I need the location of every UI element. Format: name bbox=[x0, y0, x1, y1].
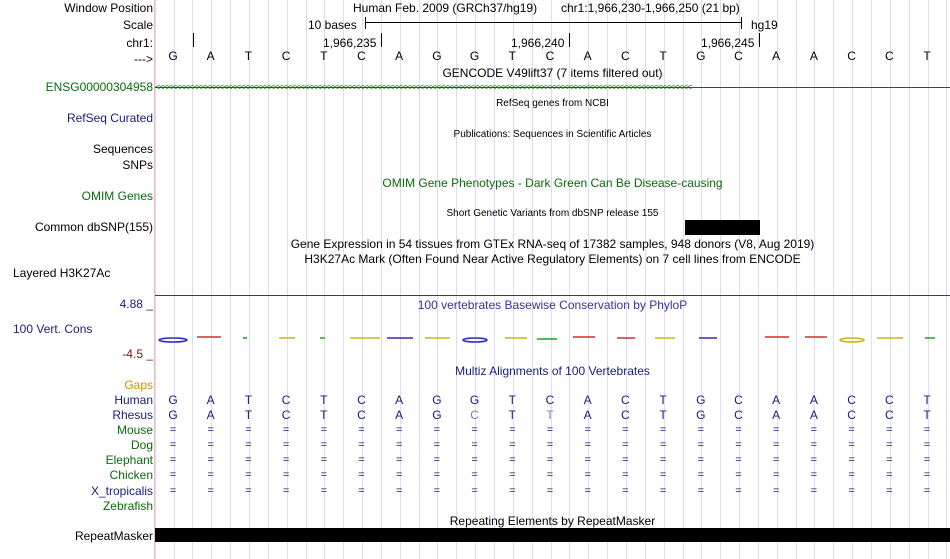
alignment-base-rhesus: A bbox=[583, 408, 592, 422]
alignment-base-chicken: = bbox=[395, 469, 403, 481]
alignment-base-elephant: = bbox=[358, 454, 365, 466]
scale-bar-line bbox=[365, 22, 741, 23]
multiz-track-title: Multiz Alignments of 100 Vertebrates bbox=[455, 364, 650, 378]
alignment-base-chicken: = bbox=[358, 469, 365, 481]
ruler-tick bbox=[381, 33, 382, 47]
alignment-base-elephant: = bbox=[282, 454, 290, 466]
alignment-base-x-tropicalis: = bbox=[772, 485, 780, 497]
label-snps[interactable]: SNPs bbox=[122, 158, 153, 172]
h3k27ac-track-title: H3K27Ac Mark (Often Found Near Active Regulatory Elements) on 7 cell lines from ENCODE bbox=[304, 252, 801, 266]
alignment-base-chicken: = bbox=[471, 469, 478, 481]
alignment-base-x-tropicalis: = bbox=[358, 485, 365, 497]
alignment-base-x-tropicalis: = bbox=[622, 485, 629, 497]
label-omim[interactable]: OMIM Genes bbox=[81, 189, 153, 203]
alignment-base-dog: = bbox=[358, 439, 365, 451]
gencode-track-title: GENCODE V49lift37 (7 items filtered out) bbox=[442, 66, 663, 80]
omim-track-title: OMIM Gene Phenotypes - Dark Green Can Be Disease-causing bbox=[382, 176, 723, 190]
base-letter: T bbox=[659, 49, 667, 63]
base-letter: A bbox=[583, 49, 592, 63]
alignment-base-mouse: = bbox=[810, 424, 818, 436]
alignment-base-mouse: = bbox=[471, 424, 478, 436]
ruler-tick bbox=[569, 33, 570, 47]
alignment-base-dog: = bbox=[886, 439, 893, 451]
alignment-base-dog: = bbox=[433, 439, 441, 451]
alignment-base-x-tropicalis: = bbox=[509, 485, 516, 497]
label-sequences[interactable]: Sequences bbox=[92, 142, 153, 156]
alignment-base-chicken: = bbox=[772, 469, 780, 481]
alignment-base-mouse: = bbox=[245, 424, 252, 436]
alignment-base-rhesus: C bbox=[847, 408, 856, 422]
alignment-base-x-tropicalis: = bbox=[810, 485, 818, 497]
alignment-base-human: G bbox=[168, 393, 178, 407]
label-repeatmasker[interactable]: RepeatMasker bbox=[74, 529, 153, 543]
alignment-base-rhesus: G bbox=[432, 408, 442, 422]
position-readout: chr1:1,966,230-1,966,250 (21 bp) bbox=[561, 1, 740, 15]
alignment-base-x-tropicalis: = bbox=[282, 485, 290, 497]
label-cons-min: -4.5 _ bbox=[122, 347, 153, 361]
alignment-base-mouse: = bbox=[320, 424, 328, 436]
species-label-human[interactable]: Human bbox=[114, 393, 153, 407]
alignment-base-human: T bbox=[659, 393, 667, 407]
alignment-base-rhesus: T bbox=[546, 408, 554, 422]
alignment-base-mouse: = bbox=[509, 424, 516, 436]
alignment-base-rhesus: A bbox=[206, 408, 215, 422]
alignment-base-mouse: = bbox=[659, 424, 667, 436]
repeatmasker-track-title: Repeating Elements by RepeatMasker bbox=[449, 514, 656, 528]
alignment-base-chicken: = bbox=[622, 469, 629, 481]
ruler-tick-label: 1,966,245 bbox=[701, 36, 755, 50]
alignment-base-rhesus: C bbox=[734, 408, 743, 422]
alignment-base-chicken: = bbox=[810, 469, 818, 481]
base-letter: A bbox=[206, 49, 215, 63]
label-arrow: ---> bbox=[134, 52, 153, 66]
label-common-dbsnp[interactable]: Common dbSNP(155) bbox=[34, 220, 153, 234]
alignment-base-elephant: = bbox=[546, 454, 554, 466]
label-chr: chr1: bbox=[126, 36, 153, 50]
alignment-base-chicken: = bbox=[245, 469, 252, 481]
alignment-base-elephant: = bbox=[169, 454, 177, 466]
base-letter: C bbox=[847, 49, 856, 63]
alignment-base-chicken: = bbox=[886, 469, 893, 481]
alignment-base-x-tropicalis: = bbox=[546, 485, 554, 497]
alignment-base-chicken: = bbox=[207, 469, 214, 481]
alignment-base-chicken: = bbox=[584, 469, 591, 481]
base-letter: C bbox=[545, 49, 555, 63]
base-letter: C bbox=[884, 49, 894, 63]
alignment-base-chicken: = bbox=[433, 469, 441, 481]
alignment-base-dog: = bbox=[546, 439, 554, 451]
alignment-base-mouse: = bbox=[358, 424, 365, 436]
alignment-base-rhesus: T bbox=[244, 408, 253, 422]
alignment-base-human: C bbox=[281, 393, 291, 407]
alignment-base-elephant: = bbox=[923, 454, 931, 466]
species-label-mouse[interactable]: Mouse bbox=[116, 423, 153, 437]
alignment-base-chicken: = bbox=[659, 469, 667, 481]
base-letter: T bbox=[320, 49, 328, 63]
alignment-base-rhesus: C bbox=[884, 408, 894, 422]
alignment-base-rhesus: T bbox=[508, 408, 516, 422]
publications-track-title: Publications: Sequences in Scientific Articles bbox=[453, 129, 652, 140]
assembly-title: Human Feb. 2009 (GRCh37/hg19) bbox=[353, 1, 538, 15]
alignment-base-human: C bbox=[357, 393, 366, 407]
alignment-base-elephant: = bbox=[810, 454, 818, 466]
alignment-base-mouse: = bbox=[282, 424, 290, 436]
dbsnp-track-title: Short Genetic Variants from dbSNP release 155 bbox=[446, 208, 659, 219]
species-label-rhesus[interactable]: Rhesus bbox=[112, 408, 153, 422]
alignment-base-dog: = bbox=[207, 439, 214, 451]
alignment-base-human: A bbox=[395, 393, 404, 407]
alignment-base-chicken: = bbox=[697, 469, 705, 481]
cons-top-rule bbox=[155, 295, 950, 296]
gtex-track-title: Gene Expression in 54 tissues from GTEx RNA-seq of 17382 samples, 948 donors (V8, Aug 2019) bbox=[290, 237, 815, 251]
label-gaps[interactable]: Gaps bbox=[124, 378, 153, 392]
alignment-base-x-tropicalis: = bbox=[169, 485, 177, 497]
alignment-base-mouse: = bbox=[395, 424, 403, 436]
alignment-base-mouse: = bbox=[697, 424, 705, 436]
alignment-base-human: A bbox=[772, 393, 781, 407]
alignment-base-rhesus: C bbox=[357, 408, 366, 422]
base-letter: G bbox=[168, 49, 178, 63]
alignment-base-elephant: = bbox=[622, 454, 629, 466]
species-label-chicken[interactable]: Chicken bbox=[109, 468, 153, 482]
ruler-tick-label: 1,966,235 bbox=[323, 36, 377, 50]
alignment-base-human: A bbox=[809, 393, 818, 407]
alignment-base-elephant: = bbox=[245, 454, 252, 466]
alignment-base-elephant: = bbox=[509, 454, 516, 466]
alignment-base-x-tropicalis: = bbox=[245, 485, 252, 497]
alignment-base-human: T bbox=[244, 393, 253, 407]
alignment-base-human: C bbox=[847, 393, 856, 407]
alignment-base-chicken: = bbox=[546, 469, 554, 481]
alignment-base-dog: = bbox=[848, 439, 855, 451]
base-letter: C bbox=[357, 49, 366, 63]
alignment-base-rhesus: G bbox=[168, 408, 178, 422]
phylop-track-title: 100 vertebrates Basewise Conservation by PhyloP bbox=[417, 298, 688, 312]
base-letter: T bbox=[508, 49, 516, 63]
track-image-area[interactable] bbox=[155, 0, 950, 559]
alignment-base-x-tropicalis: = bbox=[735, 485, 742, 497]
alignment-base-x-tropicalis: = bbox=[320, 485, 328, 497]
alignment-base-dog: = bbox=[810, 439, 818, 451]
base-letter: A bbox=[772, 49, 781, 63]
scale-text: 10 bases bbox=[308, 18, 357, 32]
alignment-base-elephant: = bbox=[433, 454, 441, 466]
alignment-base-elephant: = bbox=[772, 454, 780, 466]
base-letter: A bbox=[809, 49, 818, 63]
alignment-base-dog: = bbox=[622, 439, 629, 451]
alignment-base-rhesus: T bbox=[320, 408, 328, 422]
alignment-base-rhesus: A bbox=[809, 408, 818, 422]
alignment-base-elephant: = bbox=[735, 454, 742, 466]
label-cons-max: 4.88 _ bbox=[119, 297, 153, 311]
label-scale: Scale bbox=[122, 18, 153, 32]
alignment-base-human: A bbox=[583, 393, 592, 407]
alignment-base-rhesus: A bbox=[395, 408, 404, 422]
base-letter: G bbox=[432, 49, 442, 63]
alignment-base-x-tropicalis: = bbox=[207, 485, 214, 497]
alignment-base-human: T bbox=[508, 393, 516, 407]
species-label-x-tropicalis[interactable]: X_tropicalis bbox=[90, 484, 153, 498]
alignment-base-human: T bbox=[320, 393, 328, 407]
phylop-signal[interactable] bbox=[155, 330, 950, 350]
alignment-base-x-tropicalis: = bbox=[584, 485, 591, 497]
dbsnp-variant-block[interactable] bbox=[685, 220, 760, 235]
alignment-base-dog: = bbox=[509, 439, 516, 451]
alignment-base-dog: = bbox=[923, 439, 931, 451]
alignment-base-chicken: = bbox=[509, 469, 516, 481]
alignment-base-mouse: = bbox=[923, 424, 931, 436]
alignment-base-x-tropicalis: = bbox=[659, 485, 667, 497]
species-label-zebrafish[interactable]: Zebrafish bbox=[102, 499, 153, 513]
alignment-base-human: G bbox=[696, 393, 706, 407]
alignment-base-dog: = bbox=[659, 439, 667, 451]
base-letter: T bbox=[923, 49, 931, 63]
alignment-base-rhesus: G bbox=[696, 408, 706, 422]
alignment-base-rhesus: T bbox=[659, 408, 667, 422]
alignment-base-elephant: = bbox=[697, 454, 705, 466]
alignment-base-human: G bbox=[469, 393, 480, 407]
alignment-base-elephant: = bbox=[886, 454, 893, 466]
base-letter: G bbox=[696, 49, 706, 63]
alignment-base-dog: = bbox=[772, 439, 780, 451]
alignment-base-mouse: = bbox=[848, 424, 855, 436]
label-layered-h3k27ac[interactable]: Layered H3K27Ac bbox=[13, 266, 111, 280]
alignment-base-elephant: = bbox=[320, 454, 328, 466]
label-refseq[interactable]: RefSeq Curated bbox=[66, 111, 153, 125]
alignment-base-chicken: = bbox=[320, 469, 328, 481]
alignment-base-chicken: = bbox=[735, 469, 742, 481]
alignment-base-dog: = bbox=[471, 439, 478, 451]
scale-bar-right-tick bbox=[741, 17, 742, 29]
alignment-base-dog: = bbox=[584, 439, 591, 451]
species-label-dog[interactable]: Dog bbox=[130, 438, 153, 452]
alignment-base-dog: = bbox=[697, 439, 705, 451]
alignment-base-x-tropicalis: = bbox=[471, 485, 478, 497]
alignment-base-mouse: = bbox=[207, 424, 214, 436]
ruler-tick-start bbox=[193, 33, 194, 47]
alignment-base-dog: = bbox=[169, 439, 177, 451]
alignment-base-human: C bbox=[621, 393, 630, 407]
base-letter: T bbox=[244, 49, 253, 63]
alignment-base-rhesus: C bbox=[470, 408, 479, 422]
alignment-base-mouse: = bbox=[772, 424, 780, 436]
refseq-track-title: RefSeq genes from NCBI bbox=[496, 98, 609, 109]
alignment-base-elephant: = bbox=[848, 454, 855, 466]
label-cons-track[interactable]: 100 Vert. Cons bbox=[13, 322, 93, 336]
alignment-base-mouse: = bbox=[584, 424, 591, 436]
scale-bar-left-tick bbox=[365, 17, 366, 29]
alignment-base-human: C bbox=[884, 393, 894, 407]
alignment-base-human: A bbox=[206, 393, 215, 407]
alignment-base-human: G bbox=[432, 393, 442, 407]
alignment-base-chicken: = bbox=[282, 469, 290, 481]
alignment-base-x-tropicalis: = bbox=[848, 485, 855, 497]
alignment-base-human: C bbox=[734, 393, 743, 407]
label-gencode-item[interactable]: ENSG00000304958 bbox=[45, 80, 153, 94]
alignment-base-x-tropicalis: = bbox=[395, 485, 403, 497]
alignment-base-rhesus: C bbox=[281, 408, 291, 422]
alignment-base-dog: = bbox=[282, 439, 290, 451]
alignment-base-x-tropicalis: = bbox=[886, 485, 893, 497]
base-letter: A bbox=[395, 49, 404, 63]
base-letter: G bbox=[469, 49, 480, 63]
label-window-position: Window Position bbox=[64, 1, 153, 15]
alignment-base-human: T bbox=[923, 393, 931, 407]
base-letter: C bbox=[281, 49, 291, 63]
alignment-base-rhesus: T bbox=[923, 408, 931, 422]
alignment-base-elephant: = bbox=[471, 454, 478, 466]
alignment-base-dog: = bbox=[735, 439, 742, 451]
scale-db-label: hg19 bbox=[751, 18, 778, 32]
alignment-base-dog: = bbox=[395, 439, 403, 451]
alignment-base-human: C bbox=[545, 393, 555, 407]
species-label-elephant[interactable]: Elephant bbox=[105, 453, 153, 467]
alignment-base-elephant: = bbox=[395, 454, 403, 466]
alignment-base-mouse: = bbox=[546, 424, 554, 436]
alignment-base-elephant: = bbox=[584, 454, 591, 466]
alignment-base-chicken: = bbox=[848, 469, 855, 481]
repeatmasker-block[interactable] bbox=[155, 528, 950, 542]
base-letter: C bbox=[621, 49, 630, 63]
alignment-base-elephant: = bbox=[207, 454, 214, 466]
alignment-base-rhesus: C bbox=[621, 408, 630, 422]
alignment-base-x-tropicalis: = bbox=[697, 485, 705, 497]
base-letter: C bbox=[734, 49, 743, 63]
ruler-tick bbox=[759, 33, 760, 47]
alignment-base-mouse: = bbox=[433, 424, 441, 436]
alignment-base-chicken: = bbox=[169, 469, 177, 481]
alignment-base-chicken: = bbox=[923, 469, 931, 481]
gencode-strand-arrows: <<<<<<<<<<<<<<<<<<<<<<<<<<<<<<<<<<<<<<<<<<<<<<<<<<<<<<<<<<<<<<<<<<<<<<<<<<<<<<<<<<<<<<<<<<<<<<<<<<<<<<<<<<<<<<<<<<<<<<<<<<<<<< bbox=[155, 82, 692, 92]
alignment-base-mouse: = bbox=[735, 424, 742, 436]
ruler-tick-label: 1,966,240 bbox=[511, 36, 565, 50]
alignment-base-dog: = bbox=[320, 439, 328, 451]
alignment-base-dog: = bbox=[245, 439, 252, 451]
alignment-base-elephant: = bbox=[659, 454, 667, 466]
alignment-base-mouse: = bbox=[169, 424, 177, 436]
alignment-base-x-tropicalis: = bbox=[433, 485, 441, 497]
alignment-base-x-tropicalis: = bbox=[923, 485, 931, 497]
alignment-base-mouse: = bbox=[622, 424, 629, 436]
alignment-base-mouse: = bbox=[886, 424, 893, 436]
alignment-base-rhesus: A bbox=[772, 408, 781, 422]
